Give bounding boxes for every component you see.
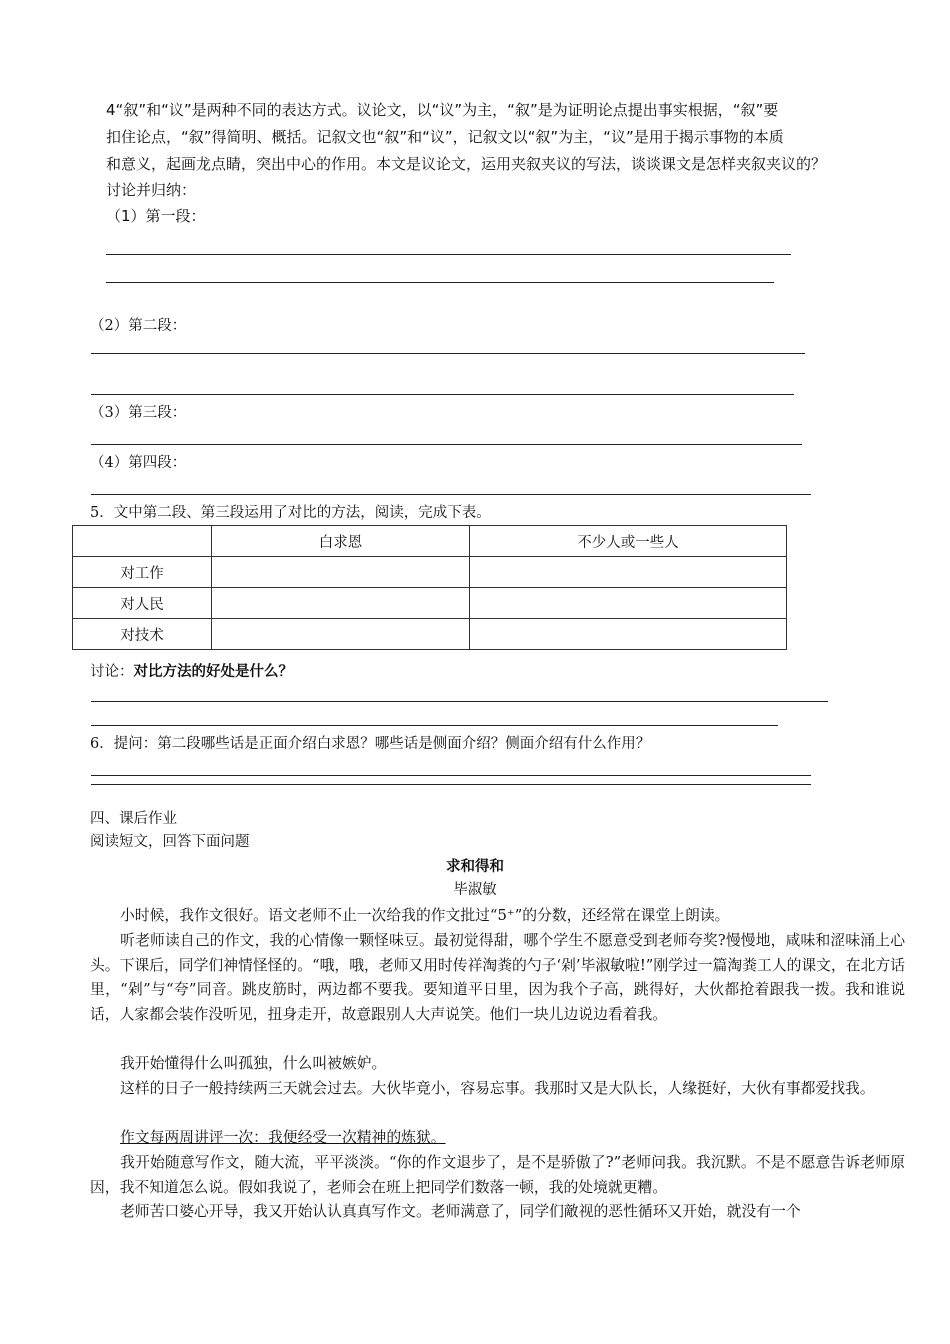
q4-line-2: 扣住论点，“叙”得简明、概括。记叙文也“叙”和“议”，记叙文以“叙”为主，“议”是用于揭示事物的本质 (106, 128, 784, 146)
essay-paragraph: 作文每两周讲评一次：我便经受一次精神的炼狱。 (120, 1129, 446, 1146)
row-label: 对工作 (73, 557, 212, 588)
table-header-cell (73, 526, 212, 557)
answer-line[interactable] (91, 725, 778, 726)
reading-instruction: 阅读短文，回答下面问题 (90, 834, 250, 850)
answer-line[interactable] (91, 701, 828, 702)
essay-paragraph: 这样的日子一般持续两三天就会过去。大伙毕竟小，容易忘事。我那时又是大队长，人缘挺好，大伙有事都爱找我。 (120, 1080, 875, 1097)
q4-part-3-label: （3）第三段： (90, 405, 187, 421)
discussion-line (90, 661, 293, 683)
answer-line[interactable] (106, 254, 791, 255)
answer-cell[interactable] (212, 588, 470, 619)
essay-paragraph: 听老师读自己的作文，我的心情像一颗怪味豆。最初觉得甜，哪个学生不愿意受到老师夸奖?慢慢地，咸味和涩味涌上心头。下课后，同学们神情怪怪的。“哦，哦，老师又用时传祥淘粪的勺子‘剁’毕淑敏啦!”刚学过一篇淘粪工人的课文，在北方话里，“剁”与“夸”同音。跳皮筋时，两边都不要我。要知道平日里，因为我个子高，跳得好，大伙都抢着跟我一拨。我和谁说话，人家都会装作没听见，扭身走开，故意跟别人大声说笑。他们一块儿边说边看着我。 (90, 932, 905, 1023)
q4-part-1-label: （1）第一段： (106, 207, 206, 225)
answer-cell[interactable] (470, 588, 787, 619)
row-label: 对人民 (73, 588, 212, 619)
essay-paragraph: 小时候，我作文很好。语文老师不止一次给我的作文批过“5⁺”的分数，还经常在课堂上朗读。 (120, 907, 730, 924)
discussion-question: 对比方法的好处是什么？ (133, 663, 293, 680)
q5-prompt: 5．文中第二段、第三段运用了对比的方法，阅读，完成下表。 (90, 505, 491, 521)
section-heading: 四、课后作业 (90, 811, 177, 827)
table-header-row (73, 526, 787, 557)
essay-paragraph: 老师苦口婆心开导，我又开始认认真真写作文。老师满意了，同学们敵视的恶性循环又开始，就没有一个 (120, 1203, 801, 1220)
answer-line[interactable] (106, 282, 774, 283)
table-row (73, 557, 787, 588)
answer-cell[interactable] (470, 619, 787, 650)
answer-line[interactable] (91, 353, 805, 354)
q4-line-3: 和意义，起画龙点睛，突出中心的作用。本文是议论文，运用夹叙夹议的写法，谈谈课文是怎样夹叙夹议的？ (106, 155, 827, 173)
q4-line-4: 讨论并归纳： (106, 181, 197, 199)
q4-line-1: 4“叙”和“议”是两种不同的表达方式。议论文，以“议”为主，“叙”是为证明论点提出事实根据，“叙”要 (106, 101, 779, 119)
comparison-table (72, 525, 787, 650)
table-row (73, 588, 787, 619)
table-header-cell: 不少人或一些人 (470, 526, 787, 557)
q4-part-4-label: （4）第四段： (90, 455, 187, 471)
q4-part-2-label: （2）第二段： (90, 318, 187, 334)
answer-cell[interactable] (212, 619, 470, 650)
essay-paragraph: 我开始随意写作文，随大流，平平淡淡。“你的作文退步了，是不是骄傲了?”老师问我。我沉默。不是不愿意告诉老师原因，我不知道怎么说。假如我说了，老师会在班上把同学们数落一顿，我的处境就更糟。 (90, 1154, 905, 1196)
essay-paragraph: 我开始懂得什么叫孤独，什么叫被嫉妒。 (120, 1055, 387, 1072)
q6-prompt: 6．提问：第二段哪些话是正面介绍白求恩？哪些话是侧面介绍？侧面介绍有什么作用？ (90, 736, 651, 752)
answer-line[interactable] (91, 494, 811, 495)
row-label: 对技术 (73, 619, 212, 650)
answer-line[interactable] (91, 394, 794, 395)
answer-line[interactable] (91, 444, 802, 445)
answer-line[interactable] (91, 775, 811, 776)
essay-author: 毕淑敏 (453, 882, 497, 898)
answer-line[interactable] (91, 784, 811, 785)
discussion-label: 讨论： (90, 664, 134, 680)
answer-cell[interactable] (470, 557, 787, 588)
table-row (73, 619, 787, 650)
essay-title: 求和得和 (446, 859, 504, 875)
answer-cell[interactable] (212, 557, 470, 588)
table-header-cell: 白求恩 (212, 526, 470, 557)
